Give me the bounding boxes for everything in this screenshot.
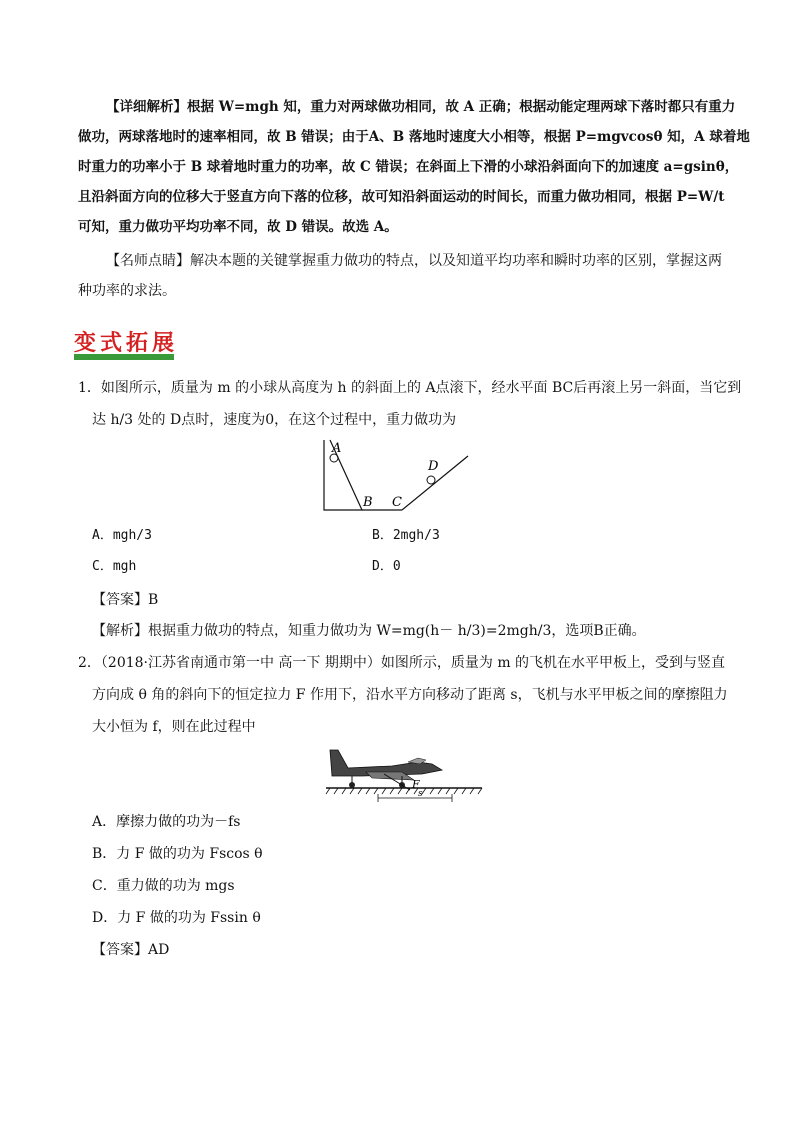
q1-answer: 【答案】B [92, 592, 159, 608]
analysis-paragraph [78, 92, 750, 242]
q2-option-d: D．力 F 做的功为 Fssin θ [92, 910, 261, 926]
q1-option-d: D．0 [372, 559, 401, 574]
q2-label-s: s [418, 789, 423, 799]
q2-label-f: F [412, 778, 420, 791]
analysis-line: 【详细解析】根据 W=mgh 知，重力对两球做功相同，故 A 正确；根据动能定理两球下落时都只有重力 [106, 99, 736, 115]
q2-option-b: B．力 F 做的功为 Fscos θ [92, 846, 263, 862]
tip-paragraph [78, 246, 722, 306]
q2-figure-airplane [322, 742, 484, 802]
q1-figure-slopes [310, 436, 480, 516]
q1-label-a: A [332, 441, 342, 456]
q1-track-line [324, 440, 362, 510]
q2-deck-hatching [326, 788, 482, 794]
q1-label-b: B [363, 495, 373, 510]
q2-option-a: A．摩擦力做的功为－fs [92, 814, 241, 830]
analysis-line: 且沿斜面方向的位移大于竖直方向下落的位移，故可知沿斜面运动的时间长，而重力做功相同，根据 P=W/t [78, 189, 725, 205]
q2-stem-line1: 2．（2018·江苏省南通市第一中 高一下 期期中）如图所示，质量为 m 的飞机在水平甲板上，受到与竖直 [78, 655, 726, 671]
q1-option-a: A．mgh/3 [92, 528, 152, 543]
tip-line: 种功率的求法。 [78, 283, 176, 299]
q1-option-b: B．2mgh/3 [372, 528, 440, 543]
q1-ball-d [427, 476, 435, 484]
analysis-line: 做功，两球落地时的速率相同，故 B 错误；由于A、B 落地时速度大小相等，根据 P=mgvcosθ 知，A 球着地 [78, 129, 750, 145]
q2-stem-line3: 大小恒为 f，则在此过程中 [92, 719, 256, 735]
airplane-icon [330, 750, 442, 788]
q1-label-c: C [392, 495, 402, 510]
q1-stem-line1: 1．如图所示，质量为 m 的小球从高度为 h 的斜面上的 A点滚下，经水平面 BC后再滚上另一斜面，当它到 [78, 380, 742, 396]
q2-option-c: C．重力做的功为 mgs [92, 878, 235, 894]
q1-option-c: C．mgh [92, 559, 137, 574]
tip-line: 【名师点睛】解决本题的关键掌握重力做功的特点，以及知道平均功率和瞬时功率的区别，掌握这两 [106, 253, 722, 269]
q2-answer: 【答案】AD [92, 942, 170, 958]
q1-explanation: 【解析】根据重力做功的特点，知重力做功为 W=mg(h－ h/3)=2mgh/3，选项B正确。 [92, 623, 646, 639]
analysis-line: 时重力的功率小于 B 球着地时重力的功率，故 C 错误；在斜面上下滑的小球沿斜面向下的加速度 a=gsinθ， [78, 159, 739, 175]
q1-label-d: D [428, 459, 439, 474]
section-title: 变式拓展 [74, 331, 179, 356]
analysis-line: 可知，重力做功平均功率不同，故 D 错误。故选 A。 [78, 219, 398, 235]
q2-stem-line2: 方向成 θ 角的斜向下的恒定拉力 F 作用下，沿水平方向移动了距离 s，飞机与水平甲板之间的摩擦阻力 [92, 687, 728, 703]
q1-stem-line2: 达 h/3 处的 D点时，速度为0，在这个过程中，重力做功为 [92, 412, 457, 428]
